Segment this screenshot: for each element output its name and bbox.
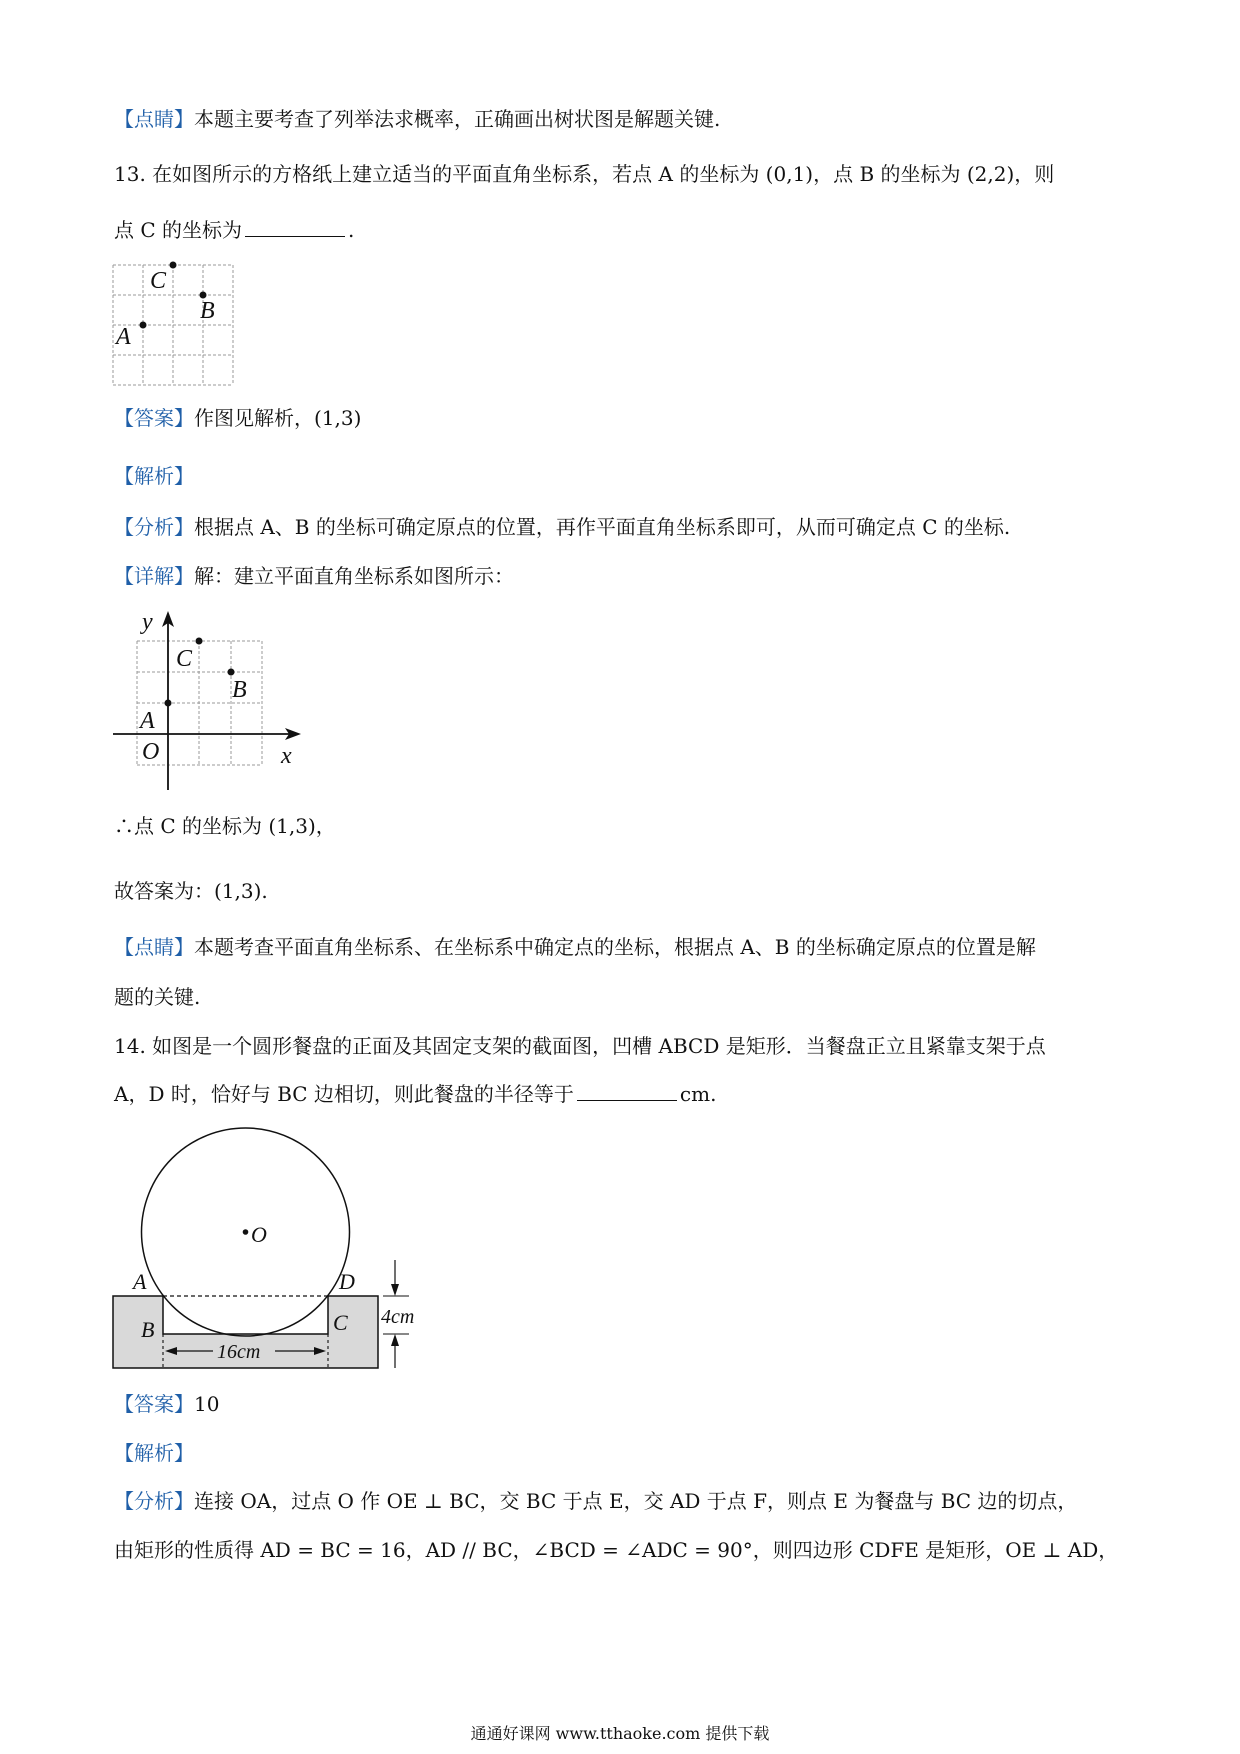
label-c: C: [176, 646, 193, 672]
label-o: O: [142, 739, 160, 765]
q13-dianjing-line1: [114, 932, 1036, 962]
dianjing-p1: [114, 104, 720, 134]
q13-jiexi: 【解析】: [114, 464, 194, 488]
label-a: A: [140, 708, 155, 734]
dim-4-arrow-up-icon: [391, 1334, 399, 1346]
tag-fenxi: 【分析】: [114, 515, 194, 539]
label-c: C: [150, 268, 167, 294]
q14-answer-text: 10: [194, 1392, 220, 1416]
label-b: B: [200, 298, 215, 324]
plate-bracket-figure: [105, 1120, 435, 1380]
q13-dianjing-line2: 题的关键.: [114, 985, 201, 1009]
q13-conclusion: 故答案为：(1,3).: [114, 879, 268, 903]
label-o: O: [251, 1222, 267, 1247]
tag-fenxi: 【分析】: [114, 1489, 194, 1513]
dianjing-text: 本题主要考查了列举法求概率，正确画出树状图是解题关键.: [194, 107, 721, 131]
q14-fenxi-text: 连接 OA，过点 O 作 OE ⊥ BC，交 BC 于点 E，交 AD 于点 F，则点 E 为餐盘与 BC 边的切点，: [194, 1489, 1078, 1513]
q13-fenxi-text: 根据点 A、B 的坐标可确定原点的位置，再作平面直角坐标系即可，从而可确定点 C 的坐标.: [194, 515, 1011, 539]
q13-line2: [114, 215, 354, 245]
label-x: x: [281, 743, 292, 769]
label-c: C: [333, 1310, 348, 1335]
q13-xiangjie: [114, 561, 514, 591]
q13-xiangjie-text: 解：建立平面直角坐标系如图所示：: [194, 564, 514, 588]
point-b: [228, 669, 235, 676]
coordinate-figure-solution: [105, 605, 305, 795]
q14-fenxi-line1: [114, 1486, 1077, 1516]
label-b: B: [232, 677, 247, 703]
label-4cm: 4cm: [381, 1306, 415, 1328]
dim-4-arrow-down-icon: [391, 1284, 399, 1296]
q13-line1: 13. 在如图所示的方格纸上建立适当的平面直角坐标系，若点 A 的坐标为 (0,1)，点 B 的坐标为 (2,2)，则: [114, 162, 1055, 186]
label-a: A: [133, 1269, 147, 1294]
answer-blank: [577, 1080, 677, 1101]
tag-answer: 【答案】: [114, 1392, 194, 1416]
tag-answer: 【答案】: [114, 406, 194, 430]
q14-answer: [114, 1389, 219, 1419]
point-c: [170, 262, 177, 269]
tag-xiangjie: 【详解】: [114, 564, 194, 588]
point-c: [196, 638, 203, 645]
q14-line2-text: A，D 时，恰好与 BC 边相切，则此餐盘的半径等于: [114, 1082, 574, 1106]
q13-answer-text: 作图见解析，(1,3): [194, 406, 362, 430]
q13-line2-text: 点 C 的坐标为: [114, 218, 243, 242]
label-d: D: [339, 1269, 355, 1294]
q14-line2: [114, 1079, 716, 1109]
page-footer: 通通好课网 www.tthaoke.com 提供下载: [470, 1724, 770, 1743]
answer-blank: [245, 216, 345, 237]
q14-line1: 14. 如图是一个圆形餐盘的正面及其固定支架的截面图，凹槽 ABCD 是矩形．当餐盘正立且紧靠支架于点: [114, 1034, 1046, 1058]
label-y: y: [142, 609, 153, 635]
label-16cm: 16cm: [217, 1341, 261, 1363]
label-a: A: [116, 324, 131, 350]
q13-fenxi: [114, 512, 1010, 542]
q13-line2-end: .: [348, 218, 355, 242]
q13-therefore: ∴点 C 的坐标为 (1,3)，: [114, 814, 336, 838]
q14-fenxi-line2: 由矩形的性质得 AD = BC = 16，AD // BC，∠BCD = ∠ADC = 90°，则四边形 CDFE 是矩形，OE ⊥ AD，: [114, 1538, 1119, 1562]
point-a: [165, 700, 172, 707]
q13-answer: [114, 403, 361, 433]
q14-line2-unit: cm.: [679, 1082, 717, 1106]
q13-dianjing-text: 本题考查平面直角坐标系、在坐标系中确定点的坐标，根据点 A、B 的坐标确定原点的位置是解: [194, 935, 1036, 959]
grid-figure-question: [110, 262, 240, 390]
tag-dianjing: 【点睛】: [114, 107, 194, 131]
center-point: [243, 1229, 249, 1235]
label-b: B: [141, 1317, 155, 1342]
point-a: [140, 322, 147, 329]
tag-dianjing: 【点睛】: [114, 935, 194, 959]
q14-jiexi: 【解析】: [114, 1441, 194, 1465]
